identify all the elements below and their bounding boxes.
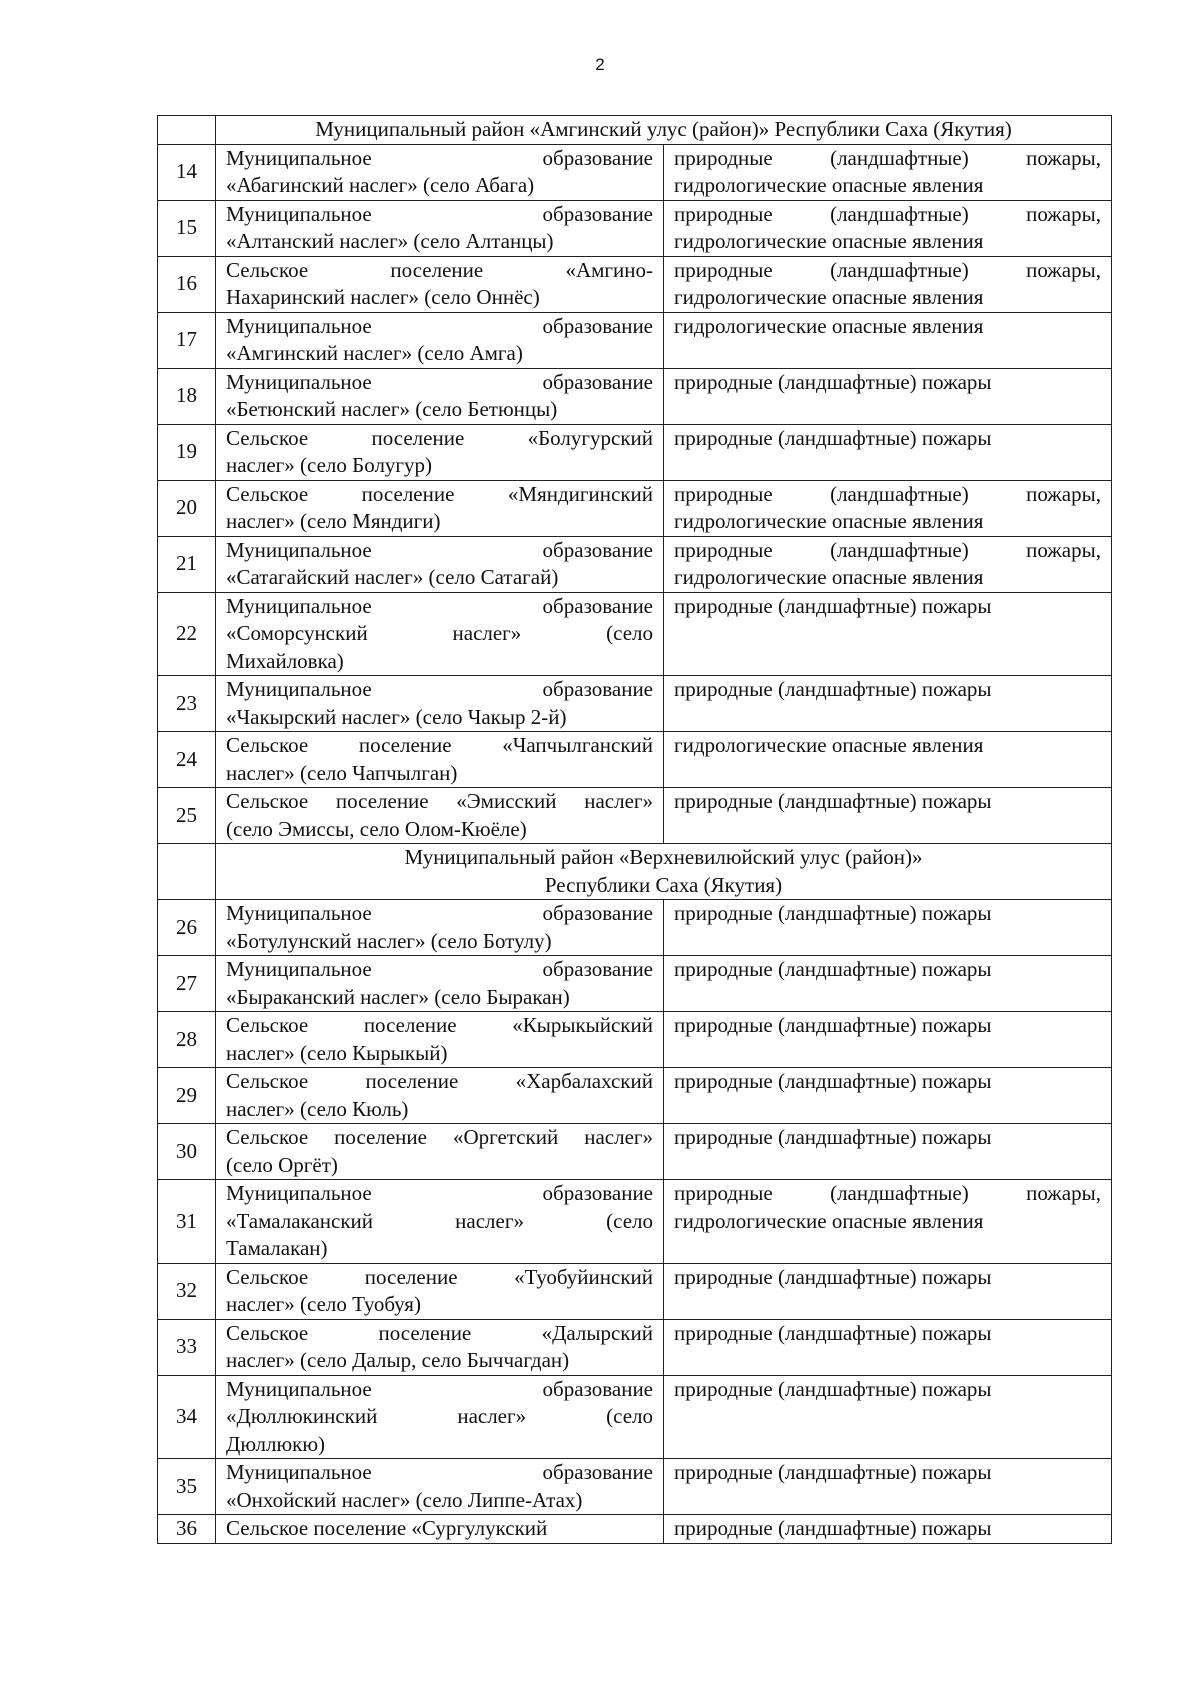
text-line: Муниципальное образование [226, 1181, 653, 1205]
text-line: Муниципальное образование [226, 1376, 653, 1401]
row-number: 32 [158, 1263, 216, 1319]
text-line: Сельское поселение «Мяндигинский [226, 481, 653, 506]
text-line: гидрологические опасные явления [674, 313, 984, 338]
table-row [158, 1068, 1112, 1124]
row-number: 33 [158, 1319, 216, 1375]
text-line: наслег» (село Мяндиги) [226, 509, 441, 533]
municipality-name [216, 900, 664, 956]
text-line: наслег» (село Кюль) [226, 1096, 409, 1121]
row-number: 24 [158, 732, 216, 788]
text-line: «Сатагайский наслег» (село Сатагай) [226, 565, 559, 589]
text-line: Сельское поселение «Болугурский [226, 425, 653, 450]
municipality-name [216, 1375, 664, 1459]
text-line: «Ботулунский наслег» (село Ботулу) [226, 928, 552, 953]
hazard-types [664, 1012, 1112, 1068]
row-number: 34 [158, 1375, 216, 1459]
text-line: «Чакырский наслег» (село Чакыр 2-й) [226, 704, 567, 729]
text-line: (село Эмиссы, село Олом-Кюёле) [226, 816, 527, 841]
table-row [158, 1263, 1112, 1319]
district-title [216, 116, 1112, 145]
table-row [158, 1012, 1112, 1068]
row-number: 21 [158, 536, 216, 592]
text-line: природные (ландшафтные) пожары [674, 1376, 992, 1401]
text-line: природные (ландшафтные) пожары [674, 1069, 992, 1093]
text-line: Муниципальное образование [226, 677, 653, 701]
text-line: природные (ландшафтные) пожары [674, 1460, 992, 1484]
municipality-name [216, 424, 664, 480]
row-number: 27 [158, 956, 216, 1012]
text-line: природные (ландшафтные) пожары, [674, 145, 1101, 170]
text-line: (село Оргёт) [226, 1152, 338, 1177]
text-line: Муниципальное образование [226, 145, 653, 170]
text-line: «Бетюнский наслег» (село Бетюнцы) [226, 397, 558, 421]
hazard-types [664, 536, 1112, 592]
settlement-hazard-table [157, 115, 1112, 1544]
text-line: природные (ландшафтные) пожары, [674, 257, 1101, 282]
text-line: «Быраканский наслег» (село Быракан) [226, 984, 570, 1009]
hazard-types [664, 1068, 1112, 1124]
text-line: Сельское поселение «Эмисский наслег» [226, 789, 653, 813]
row-number: 36 [158, 1515, 216, 1544]
text-line: Сельское поселение «Кырыкыйский [226, 1013, 653, 1037]
text-line: Сельское поселение «Чапчылганский [226, 733, 653, 757]
hazard-types [664, 144, 1112, 200]
hazard-types [664, 900, 1112, 956]
text-line: природные (ландшафтные) пожары [674, 901, 992, 925]
text-line: Муниципальное образование [226, 537, 653, 562]
table-row [158, 592, 1112, 676]
hazard-types [664, 256, 1112, 312]
text-line: гидрологические опасные явления [674, 1208, 984, 1233]
text-line: природные (ландшафтные) пожары [674, 1013, 992, 1037]
row-number: 30 [158, 1124, 216, 1180]
hazard-types [664, 1459, 1112, 1515]
row-number: 28 [158, 1012, 216, 1068]
table-row [158, 312, 1112, 368]
text-line: «Соморсунский наслег» (село [226, 621, 653, 645]
table-row [158, 676, 1112, 732]
hazard-types [664, 200, 1112, 256]
municipality-name [216, 956, 664, 1012]
table-body [158, 116, 1112, 1544]
text-line: гидрологические опасные явления [674, 509, 984, 533]
hazard-types [664, 480, 1112, 536]
municipality-name [216, 676, 664, 732]
municipality-name [216, 480, 664, 536]
text-line: гидрологические опасные явления [674, 229, 984, 253]
text-line: Муниципальное образование [226, 901, 653, 925]
table-row [158, 424, 1112, 480]
text-line: Сельское поселение «Оргетский наслег» [226, 1125, 653, 1149]
text-line: природные (ландшафтные) пожары, [674, 537, 1101, 562]
text-line: Сельское поселение «Далырский [226, 1320, 653, 1345]
municipality-name [216, 1068, 664, 1124]
text-line: природные (ландшафтные) пожары [674, 1264, 992, 1289]
hazard-types [664, 1319, 1112, 1375]
text-line: природные (ландшафтные) пожары [674, 957, 992, 981]
table-row [158, 536, 1112, 592]
municipality-name [216, 1012, 664, 1068]
text-line: природные (ландшафтные) пожары [674, 677, 992, 701]
table-row [158, 1375, 1112, 1459]
table-row [158, 368, 1112, 424]
hazard-types [664, 1263, 1112, 1319]
text-line: природные (ландшафтные) пожары, [674, 201, 1101, 226]
text-line: гидрологические опасные явления [674, 565, 984, 589]
row-number: 15 [158, 200, 216, 256]
table-row [158, 1124, 1112, 1180]
text-line: Муниципальное образование [226, 369, 653, 394]
hazard-types [664, 312, 1112, 368]
district-title-line: Республики Саха (Якутия) [544, 872, 783, 897]
district-header-row [158, 116, 1112, 145]
text-line: Дюллюкю) [226, 1431, 326, 1456]
table-row [158, 256, 1112, 312]
text-line: природные (ландшафтные) пожары, [674, 1181, 1101, 1205]
text-line: гидрологические опасные явления [674, 285, 984, 309]
text-line: наслег» (село Далыр, село Быччагдан) [226, 1348, 570, 1372]
page-number: 2 [595, 55, 605, 74]
text-line: Муниципальное образование [226, 313, 653, 338]
empty-number-cell [158, 116, 216, 145]
municipality-name [216, 144, 664, 200]
table-row [158, 900, 1112, 956]
table-row [158, 788, 1112, 844]
table-row [158, 200, 1112, 256]
text-line: «Алтанский наслег» (село Алтанцы) [226, 229, 554, 253]
municipality-name [216, 368, 664, 424]
district-title-line: Муниципальный район «Амгинский улус (район)» Республики Саха (Якутия) [315, 117, 1012, 141]
text-line: Сельское поселение «Туобуйинский [226, 1264, 653, 1289]
hazard-types [664, 1180, 1112, 1264]
table-row [158, 1180, 1112, 1264]
municipality-name [216, 1515, 664, 1544]
table-row [158, 1459, 1112, 1515]
text-line: «Дюллюкинский наслег» (село [226, 1404, 653, 1428]
hazard-types [664, 592, 1112, 676]
municipality-name [216, 1459, 664, 1515]
text-line: Муниципальное образование [226, 1460, 653, 1484]
district-title [216, 844, 1112, 900]
text-line: Сельское поселение «Амгино- [226, 257, 653, 282]
empty-number-cell [158, 844, 216, 900]
municipality-name [216, 1319, 664, 1375]
text-line: наслег» (село Кырыкый) [226, 1040, 448, 1065]
hazard-types [664, 368, 1112, 424]
text-line: Муниципальное образование [226, 957, 653, 981]
hazard-types [664, 956, 1112, 1012]
table-row [158, 1319, 1112, 1375]
table-row [158, 144, 1112, 200]
municipality-name [216, 592, 664, 676]
text-line: природные (ландшафтные) пожары [674, 369, 992, 394]
hazard-types [664, 788, 1112, 844]
text-line: Тамалакан) [226, 1236, 328, 1260]
text-line: природные (ландшафтные) пожары [674, 1320, 992, 1345]
row-number: 19 [158, 424, 216, 480]
hazard-types [664, 676, 1112, 732]
text-line: наслег» (село Болугур) [226, 453, 433, 477]
table-row [158, 732, 1112, 788]
row-number: 31 [158, 1180, 216, 1264]
row-number: 16 [158, 256, 216, 312]
text-line: Михайловка) [226, 648, 344, 673]
row-number: 22 [158, 592, 216, 676]
row-number: 20 [158, 480, 216, 536]
text-line: природные (ландшафтные) пожары [674, 1516, 992, 1540]
row-number: 17 [158, 312, 216, 368]
municipality-name [216, 200, 664, 256]
hazard-types [664, 1375, 1112, 1459]
municipality-name [216, 732, 664, 788]
municipality-name [216, 256, 664, 312]
table-row [158, 1515, 1112, 1544]
text-line: гидрологические опасные явления [674, 173, 984, 197]
municipality-name [216, 788, 664, 844]
row-number: 14 [158, 144, 216, 200]
municipality-name [216, 1124, 664, 1180]
district-title-line: Муниципальный район «Верхневилюйский улус (район)» [404, 845, 923, 869]
row-number: 25 [158, 788, 216, 844]
text-line: Муниципальное образование [226, 593, 653, 618]
municipality-name [216, 536, 664, 592]
text-line: природные (ландшафтные) пожары [674, 1125, 992, 1149]
table-row [158, 956, 1112, 1012]
text-line: Муниципальное образование [226, 201, 653, 226]
row-number: 18 [158, 368, 216, 424]
text-line: природные (ландшафтные) пожары [674, 425, 992, 450]
text-line: «Онхойский наслег» (село Липпе-Атах) [226, 1487, 583, 1512]
text-line: наслег» (село Чапчылган) [226, 760, 458, 785]
row-number: 23 [158, 676, 216, 732]
text-line: «Тамалаканский наслег» (село [226, 1208, 653, 1233]
hazard-types [664, 424, 1112, 480]
text-line: наслег» (село Туобуя) [226, 1292, 421, 1316]
row-number: 29 [158, 1068, 216, 1124]
hazard-types [664, 732, 1112, 788]
text-line: Нахаринский наслег» (село Оннёс) [226, 285, 540, 309]
text-line: природные (ландшафтные) пожары [674, 789, 992, 813]
municipality-name [216, 1180, 664, 1264]
row-number: 35 [158, 1459, 216, 1515]
text-line: природные (ландшафтные) пожары [674, 593, 992, 618]
municipality-name [216, 1263, 664, 1319]
text-line: «Амгинский наслег» (село Амга) [226, 341, 523, 365]
table-row [158, 480, 1112, 536]
municipality-name [216, 312, 664, 368]
text-line: Сельское поселение «Сургулукский [226, 1516, 548, 1540]
hazard-types [664, 1515, 1112, 1544]
text-line: «Абагинский наслег» (село Абага) [226, 173, 535, 197]
district-header-row [158, 844, 1112, 900]
row-number: 26 [158, 900, 216, 956]
hazard-types [664, 1124, 1112, 1180]
text-line: природные (ландшафтные) пожары, [674, 481, 1101, 506]
text-line: Сельское поселение «Харбалахский [226, 1069, 653, 1093]
text-line: гидрологические опасные явления [674, 733, 984, 757]
